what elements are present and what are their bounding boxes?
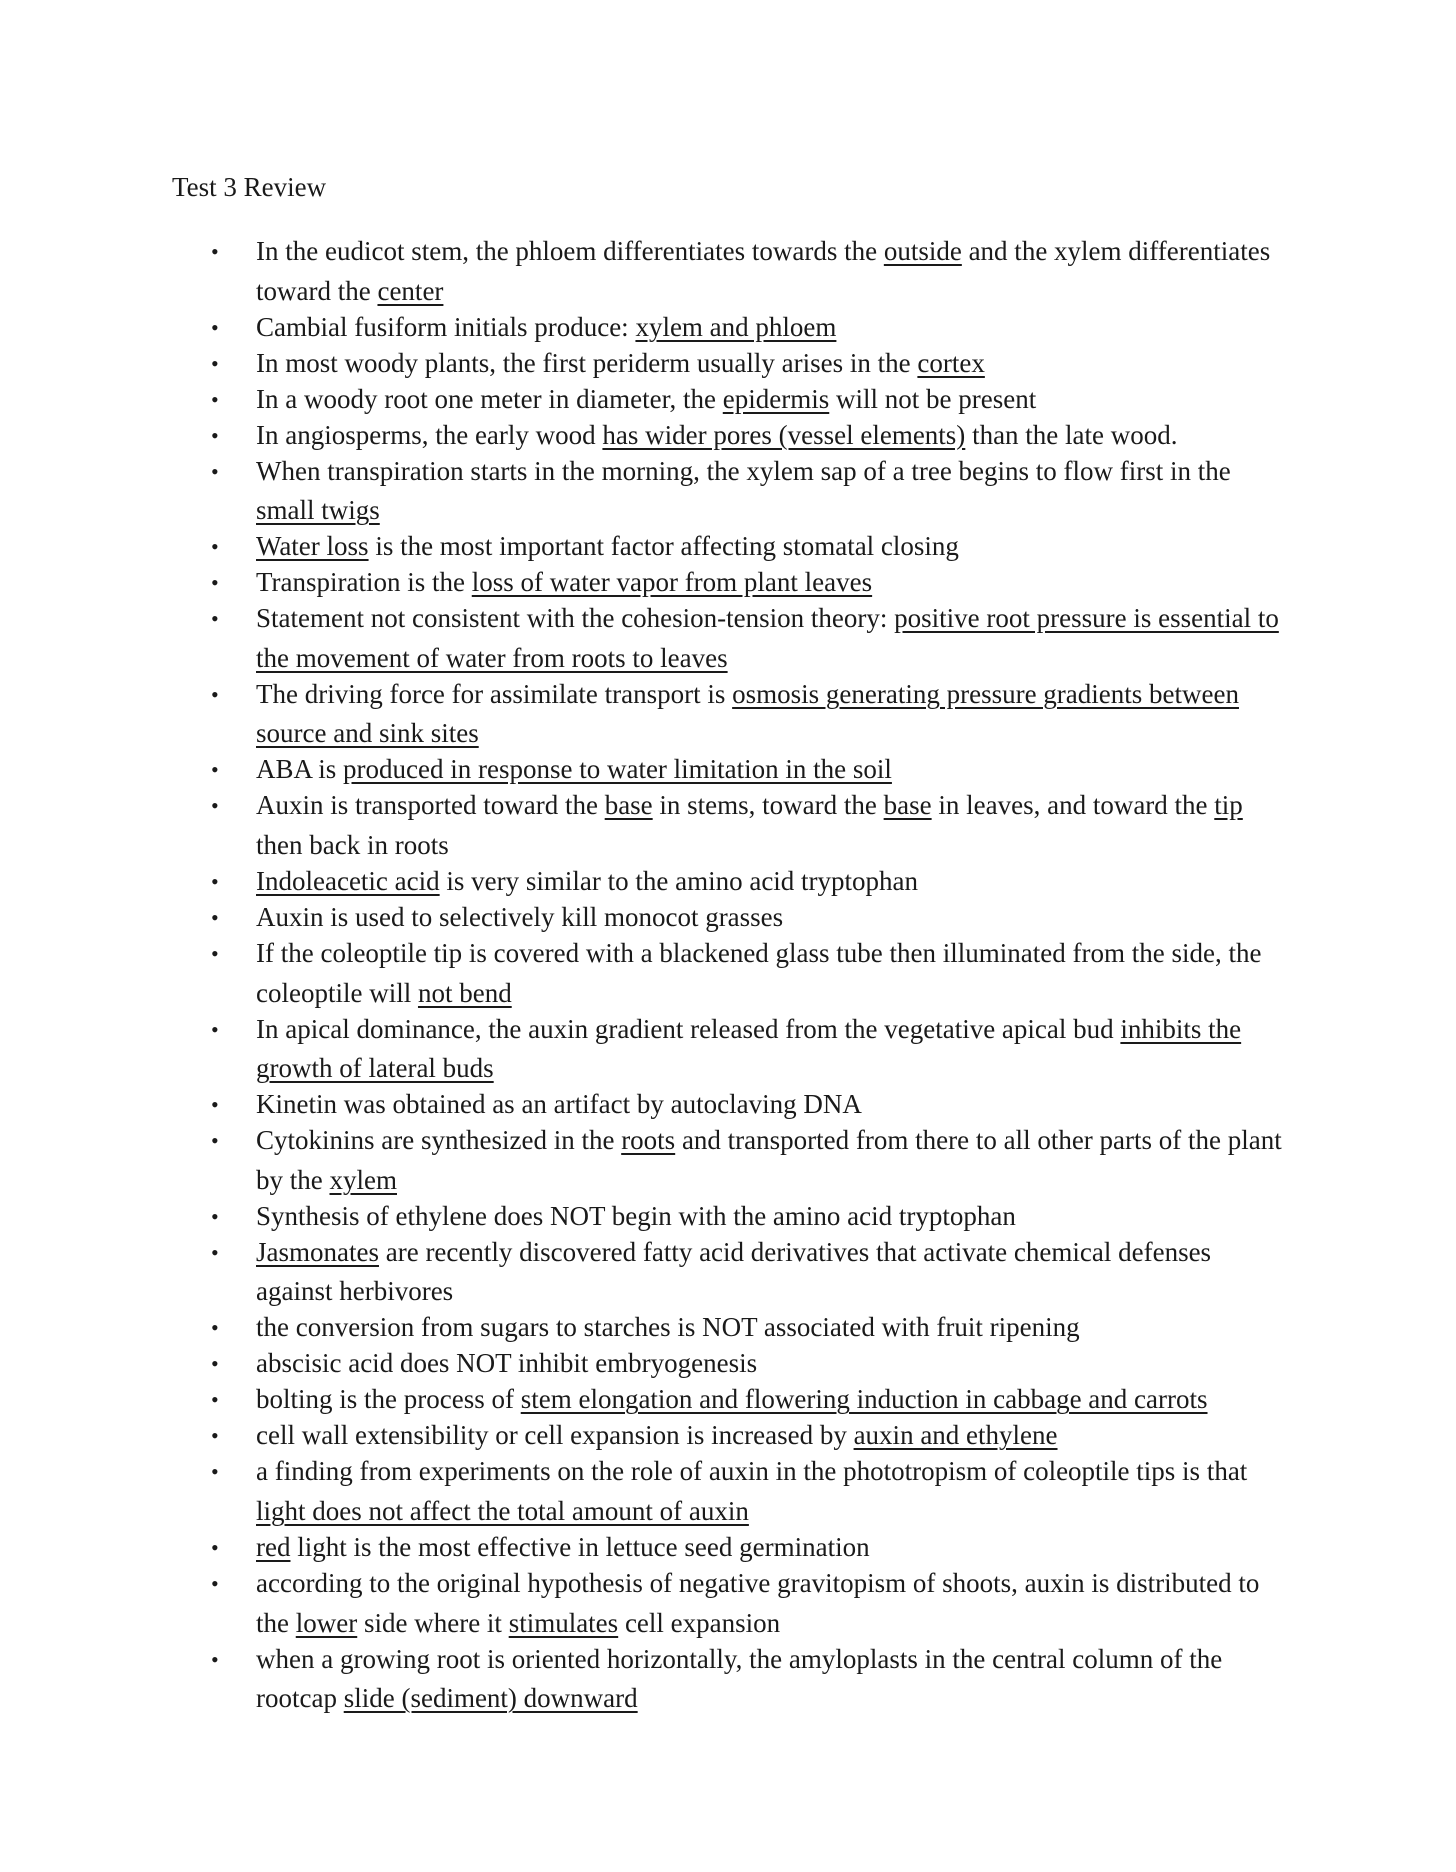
review-item [211,934,1286,1013]
underlined-answer: auxin and ethylene [853,1420,1058,1451]
item-text: If the coleoptile tip is covered with a blackened glass tube then illuminated from the side, the coleoptile will [256,937,1262,1008]
review-item [211,1452,1286,1531]
bullet-marker: • [211,904,219,930]
review-item [211,452,1286,531]
item-text: when a growing root is oriented horizontally, the amyloplasts in the central column of the rootcap [256,1643,1223,1714]
bullet-marker: • [211,681,219,707]
underlined-answer: stem elongation and flowering induction in cabbage and carrots [520,1384,1208,1415]
item-text: then back in roots [256,829,449,860]
item-text: Cytokinins are synthesized in the [256,1125,622,1156]
bullet-marker: • [211,422,219,448]
review-item [211,380,1286,420]
bullet-marker: • [211,1570,219,1596]
review-item [211,599,1286,678]
review-item [211,527,1286,567]
review-item [211,1528,1286,1568]
item-text: In the eudicot stem, the phloem differentiates towards the [256,236,884,266]
review-item [211,1380,1286,1420]
item-text: in stems, toward the [652,790,884,821]
bullet-marker: • [211,1315,219,1341]
underlined-answer: Water loss [256,531,369,562]
review-item [211,750,1286,790]
underlined-answer: Indoleacetic acid [256,865,440,896]
underlined-answer: stimulates [508,1607,619,1638]
underlined-answer: roots [621,1125,676,1156]
review-item [211,416,1286,456]
item-text: abscisic acid does NOT inhibit embryogenesis [256,1348,758,1379]
item-text: Cambial fusiform initials produce: [256,311,636,342]
review-item [211,862,1286,902]
bullet-marker: • [211,1646,219,1672]
item-text: Kinetin was obtained as an artifact by autoclaving DNA [256,1089,862,1120]
bullet-marker: • [211,940,219,966]
underlined-answer: Jasmonates [256,1236,379,1267]
review-item [211,1308,1286,1348]
bullet-marker: • [211,239,219,264]
item-text: Auxin is transported toward the [256,790,605,821]
bullet-marker: • [211,1128,219,1154]
item-text: and transported from there to all other parts of the plant by the [256,1125,1282,1195]
review-item [211,563,1286,603]
bullet-marker: • [211,793,219,819]
review-item [211,308,1286,348]
bullet-marker: • [211,314,219,340]
bullet-marker: • [211,1239,219,1265]
bullet-marker: • [211,1459,219,1485]
item-text: according to the original hypothesis of negative gravitopism of shoots, auxin is distributed to the [256,1567,1260,1638]
review-item [211,1233,1286,1312]
item-text: Auxin is used to selectively kill monocot grasses [256,901,784,932]
review-item [211,1640,1286,1719]
review-item [211,898,1286,938]
underlined-answer: epidermis [722,383,830,414]
underlined-answer: produced in response to water limitation in the soil [343,754,892,785]
review-item [211,675,1286,754]
underlined-answer: positive root pressure is essential to the movement of water from roots to leaves [256,603,1279,673]
item-text: are recently discovered fatty acid derivatives that activate chemical defenses against herbivores [256,1236,1212,1307]
review-bullet-list [211,232,1286,1719]
bullet-marker: • [211,1092,219,1118]
bullet-marker: • [211,458,219,484]
review-item [211,1121,1286,1200]
document-title: Test 3 Review [172,172,327,202]
underlined-answer: osmosis generating pressure gradients between source and sink sites [256,678,1239,749]
underlined-answer: outside [883,236,962,266]
underlined-answer: small twigs [256,495,380,526]
underlined-answer: tip [1214,790,1243,821]
item-text: is very similar to the amino acid tryptophan [439,865,919,896]
item-text: In angiosperms, the early wood [256,419,603,450]
item-text: is the most important factor affecting stomatal closing [368,531,959,562]
item-text: ABA is [256,754,344,785]
bullet-marker: • [211,1423,219,1449]
bullet-marker: • [211,386,219,412]
item-text: Synthesis of ethylene does NOT begin with the amino acid tryptophan [256,1200,1016,1231]
underlined-answer: red [256,1531,291,1562]
bullet-marker: • [211,606,219,632]
review-item [211,786,1286,865]
bullet-marker: • [211,1016,219,1042]
item-text: the conversion from sugars to starches is NOT associated with fruit ripening [256,1312,1080,1343]
review-item [211,344,1286,384]
item-text: Statement not consistent with the cohesion-tension theory: [256,603,895,634]
item-text: In a woody root one meter in diameter, the [256,383,723,414]
item-text: will not be present [829,383,1037,414]
underlined-answer: not bend [417,977,512,1008]
underlined-answer: slide (sediment) downward [343,1683,638,1714]
item-text: In most woody plants, the first periderm usually arises in the [256,347,918,378]
underlined-answer: light does not affect the total amount of auxin [256,1495,749,1526]
review-item [211,1197,1286,1237]
underlined-answer: base [883,790,932,821]
underlined-answer: cortex [917,347,985,378]
item-text: bolting is the process of [256,1384,521,1415]
underlined-answer: lower [295,1607,358,1638]
bullet-marker: • [211,1387,219,1413]
item-text: light is the most effective in lettuce seed germination [290,1531,870,1562]
underlined-answer: loss of water vapor from plant leaves [471,567,873,598]
item-text: In apical dominance, the auxin gradient released from the vegetative apical bud [256,1013,1121,1044]
item-text: cell wall extensibility or cell expansion is increased by [256,1420,854,1451]
underlined-answer: xylem and phloem [635,311,837,342]
item-text: When transpiration starts in the morning, the xylem sap of a tree begins to flow first in the [256,455,1231,486]
bullet-marker: • [211,757,219,783]
item-text: cell expansion [618,1607,781,1638]
bullet-marker: • [211,1534,219,1560]
review-item [211,1564,1286,1643]
item-text: than the late wood. [965,419,1178,450]
item-text: and the xylem differentiates toward the [256,236,1271,306]
bullet-marker: • [211,1203,219,1229]
item-text: a finding from experiments on the role of auxin in the phototropism of coleoptile tips is that [256,1456,1248,1487]
underlined-answer: xylem [329,1164,397,1195]
item-text: Transpiration is the [256,567,472,598]
item-text: in leaves, and toward the [931,790,1215,821]
item-text: The driving force for assimilate transport is [256,678,733,709]
underlined-answer: inhibits the growth of lateral buds [256,1013,1242,1084]
bullet-marker: • [211,868,219,894]
review-item [211,232,1286,311]
review-item [211,1416,1286,1456]
underlined-answer: has wider pores (vessel elements) [602,419,966,450]
bullet-marker: • [211,534,219,560]
underlined-answer: center [377,275,444,306]
bullet-marker: • [211,570,219,596]
bullet-marker: • [211,1351,219,1377]
underlined-answer: base [604,790,653,821]
review-item [211,1010,1286,1089]
bullet-marker: • [211,350,219,376]
review-item [211,1085,1286,1125]
review-item [211,1344,1286,1384]
item-text: side where it [357,1607,509,1638]
